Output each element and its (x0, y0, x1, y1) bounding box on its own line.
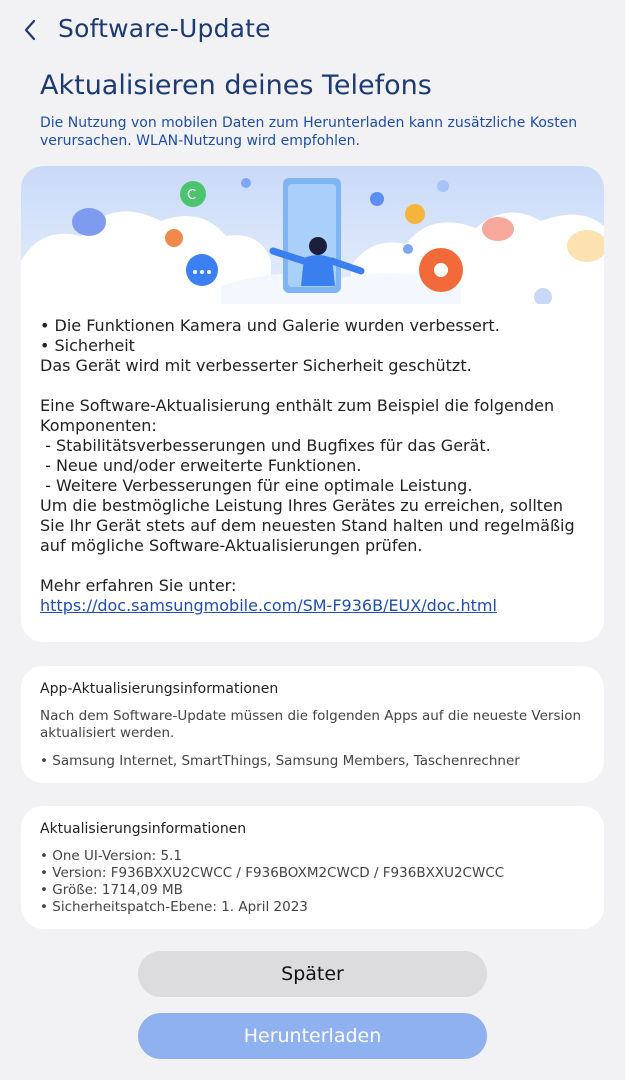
svg-text:C: C (187, 188, 197, 203)
documentation-link[interactable]: https://doc.samsungmobile.com/SM-F936B/EUX/doc.html (40, 596, 497, 615)
update-size: • Größe: 1714,09 MB (40, 882, 183, 898)
header-title: Software-Update (58, 14, 271, 43)
data-usage-notice: Die Nutzung von mobilen Daten zum Herunterladen kann zusätzliche Kosten verursachen. WLAN-Nutzung wird empfohlen. (40, 115, 578, 149)
note-line: - Neue und/oder erweiterte Funktionen. (40, 456, 362, 475)
note-line: - Stabilitätsverbesserungen und Bugfixes für das Gerät. (40, 436, 491, 455)
note-line: Das Gerät wird mit verbesserter Sicherheit geschützt. (40, 356, 472, 375)
apps-description: Nach dem Software-Update müssen die folgenden Apps auf die neueste Version aktualisiert werden. (40, 708, 582, 741)
note-line: - Weitere Verbesserungen für eine optimale Leistung. (40, 476, 473, 495)
note-line: • Die Funktionen Kamera und Galerie wurden verbessert. (40, 316, 500, 335)
section-title: App-Aktualisierungsinformationen (40, 681, 279, 697)
note-line: Um die bestmögliche Leistung Ihres Gerätes zu erreichen, sollten Sie Ihr Gerät stets auf dem neuesten Stand halten und regelmäßig auf mögliche Software-Aktualisierungen prüfen. (40, 496, 580, 555)
note-line: Mehr erfahren Sie unter: (40, 576, 237, 595)
build-version: • Version: F936BXXU2CWCC / F936BOXM2CWCD / F936BXXU2CWCC (40, 865, 505, 881)
section-title: Aktualisierungsinformationen (40, 821, 247, 837)
release-notes-card (21, 166, 604, 642)
update-info-card (21, 806, 604, 929)
chevron-left-icon (23, 19, 37, 41)
page-title: Aktualisieren deines Telefons (40, 70, 432, 101)
security-patch-level: • Sicherheitspatch-Ebene: 1. April 2023 (40, 899, 308, 915)
note-line: • Sicherheit (40, 336, 135, 355)
note-line: Eine Software-Aktualisierung enthält zum Beispiel die folgenden Komponenten: (40, 396, 560, 435)
back-button[interactable] (14, 12, 46, 48)
release-notes (40, 316, 585, 616)
update-illustration (21, 166, 604, 304)
apps-list: • Samsung Internet, SmartThings, Samsung Members, Taschenrechner (40, 753, 520, 769)
app-update-info-card (21, 666, 604, 783)
later-button[interactable]: Später (138, 951, 487, 997)
one-ui-version: • One UI-Version: 5.1 (40, 848, 182, 864)
app-header (0, 0, 625, 60)
download-button[interactable]: Herunterladen (138, 1013, 487, 1059)
